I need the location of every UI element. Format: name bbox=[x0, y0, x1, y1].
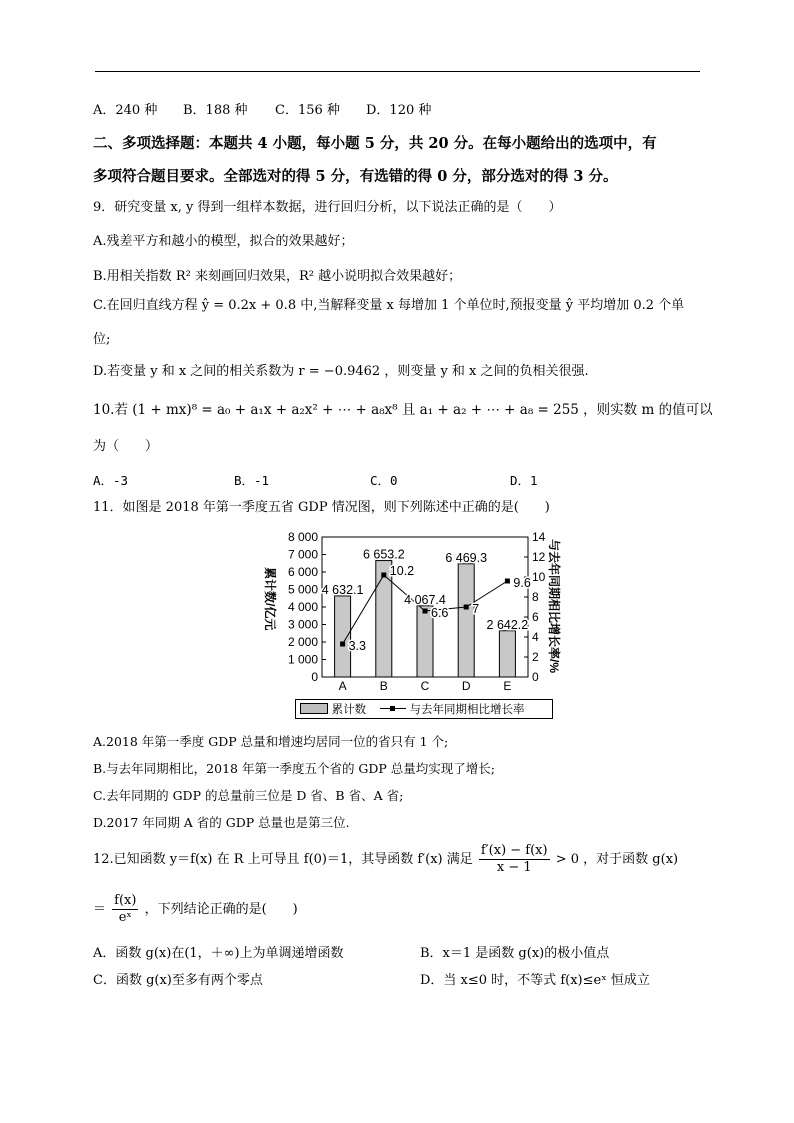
legend-line-label: 与去年同期相比增长率 bbox=[409, 702, 525, 716]
growth-value-label: 3.3 bbox=[348, 639, 366, 653]
y-tick-label: 4 000 bbox=[287, 600, 318, 614]
q10-option-d: D．1 bbox=[510, 473, 538, 488]
q12-stem-post: > 0 ，对于函数 g(x) bbox=[555, 852, 679, 867]
q10-option-a: A．-3 bbox=[93, 473, 129, 488]
gdp-chart bbox=[258, 525, 561, 697]
q11-option-c: C.去年同期的 GDP 的总量前三位是 D 省、B 省、A 省; bbox=[93, 788, 404, 803]
q9-option-d: D.若变量 y 和 x 之间的相关系数为 r = −0.9462 ，则变量 y 和 x 之间的负相关很强. bbox=[93, 364, 589, 379]
q9-option-c-line2: 位; bbox=[93, 332, 111, 347]
q12-fraction-denominator: x − 1 bbox=[496, 860, 532, 875]
q8-option-d: D．120 种 bbox=[366, 103, 432, 118]
y-tick-label: 1 000 bbox=[287, 652, 318, 667]
y-tick-label: 8 000 bbox=[287, 530, 318, 544]
q12-condition-fraction bbox=[479, 843, 550, 876]
x-tick-label: E bbox=[503, 679, 512, 693]
bar-A bbox=[335, 596, 351, 677]
legend-bar-swatch bbox=[300, 703, 328, 714]
q12-option-c: C．函数 g(x)至多有两个零点 bbox=[93, 973, 263, 988]
y2-tick-label: 8 bbox=[532, 590, 539, 604]
y2-tick-label: 2 bbox=[532, 650, 539, 664]
bar-D bbox=[458, 564, 474, 677]
bar-value-label: 6 469.3 bbox=[445, 550, 488, 565]
q12-fraction-numerator: f′(x) − f(x) bbox=[480, 843, 548, 858]
chart-legend bbox=[295, 699, 553, 719]
q9-option-a: A.残差平方和越小的模型，拟合的效果越好； bbox=[93, 234, 354, 249]
q10-option-b: B．-1 bbox=[234, 473, 270, 488]
legend-line-swatch bbox=[380, 704, 406, 713]
legend-bar-label: 累计数 bbox=[331, 702, 367, 716]
q12-g-numerator: f(x) bbox=[114, 893, 137, 908]
section2-heading-line2: 多项符合题目要求。全部选对的得 5 分，有选错的得 0 分，部分选对的得 3 分。 bbox=[93, 168, 618, 185]
q12-stem-line1 bbox=[93, 843, 678, 877]
growth-point bbox=[381, 573, 386, 578]
y2-tick-label: 0 bbox=[532, 670, 539, 684]
x-tick-label: D bbox=[461, 679, 471, 693]
q12-line2-pre: ＝ bbox=[93, 902, 107, 917]
y2-tick-label: 12 bbox=[532, 550, 546, 564]
q8-option-b: B．188 种 bbox=[183, 103, 248, 118]
q9-stem: 9．研究变量 x, y 得到一组样本数据，进行回归分析，以下说法正确的是（ ） bbox=[93, 200, 562, 215]
bar-value-label: 4 632.1 bbox=[321, 582, 364, 597]
y-tick-label: 3 000 bbox=[287, 617, 318, 632]
q10-stem-line2: 为（ ） bbox=[93, 439, 159, 454]
y-tick-label: 6 000 bbox=[287, 565, 318, 579]
growth-point bbox=[464, 605, 469, 610]
q12-stem-pre: 12.已知函数 y＝f(x) 在 R 上可导且 f(0)＝1，其导函数 f′(x) 满足 bbox=[93, 852, 473, 867]
q12-g-denominator: eˣ bbox=[118, 910, 132, 925]
y-tick-label: 2 000 bbox=[287, 635, 318, 649]
x-tick-label: C bbox=[420, 679, 430, 693]
q12-stem-line2 bbox=[93, 893, 298, 927]
y-tick-label: 7 000 bbox=[287, 547, 318, 562]
q8-option-a: A．240 种 bbox=[93, 103, 158, 118]
y2-tick-label: 6 bbox=[532, 610, 539, 624]
x-tick-label: B bbox=[379, 679, 388, 693]
q9-option-b: B.用相关指数 R² 来刻画回归效果，R² 越小说明拟合效果越好； bbox=[93, 269, 462, 284]
growth-point bbox=[505, 579, 510, 584]
y2-axis-title: 与去年同期相比增长率/% bbox=[547, 539, 561, 674]
q12-option-a: A．函数 g(x)在(1，＋∞)上为单调递增函数 bbox=[93, 946, 344, 961]
q11-option-d: D.2017 年同期 A 省的 GDP 总量也是第三位. bbox=[93, 815, 350, 830]
q12-line2-post: ，下列结论正确的是( ) bbox=[144, 902, 298, 917]
y-axis-title: 累计数/亿元 bbox=[263, 567, 277, 631]
bar-value-label: 6 653.2 bbox=[362, 547, 405, 562]
y-tick-label: 5 000 bbox=[287, 582, 318, 597]
bar-value-label: 2 642.2 bbox=[486, 617, 529, 632]
y2-tick-label: 4 bbox=[532, 630, 539, 644]
bar-B bbox=[376, 561, 392, 677]
growth-value-label: 9.6 bbox=[513, 576, 531, 590]
growth-value-label: 10.2 bbox=[389, 564, 415, 578]
q9-option-c-line1: C.在回归直线方程 ŷ = 0.2x + 0.8 中,当解释变量 x 每增加 1 个单位时,预报变量 ŷ 平均增加 0.2 个单 bbox=[93, 298, 685, 313]
bar-E bbox=[499, 631, 515, 677]
q12-option-b: B．x＝1 是函数 g(x)的极小值点 bbox=[420, 946, 610, 961]
chart-axes bbox=[263, 530, 562, 684]
q11-stem: 11．如图是 2018 年第一季度五省 GDP 情况图，则下列陈述中正确的是( ) bbox=[93, 500, 550, 515]
y2-tick-label: 14 bbox=[532, 530, 546, 544]
bar-value-label: 4 067.4 bbox=[404, 592, 446, 607]
growth-point bbox=[340, 642, 345, 647]
header-rule bbox=[95, 71, 700, 72]
growth-value-label: 7 bbox=[472, 602, 480, 616]
x-tick-label: A bbox=[338, 679, 347, 693]
y2-tick-label: 10 bbox=[532, 570, 546, 584]
growth-value-label: 6.6 bbox=[431, 606, 449, 620]
q8-option-c: C．156 种 bbox=[275, 103, 340, 118]
q10-stem-line1: 10.若 (1 + mx)⁸ = a₀ + a₁x + a₂x² + ⋯ + a₈x⁸ 且 a₁ + a₂ + ⋯ + a₈ = 255 ，则实数 m 的值可以 bbox=[93, 402, 713, 418]
q12-option-d: D．当 x≤0 时，不等式 f(x)≤eˣ 恒成立 bbox=[420, 973, 650, 988]
q10-option-c: C．0 bbox=[370, 473, 398, 488]
q11-option-b: B.与去年同期相比，2018 年第一季度五个省的 GDP 总量均实现了增长; bbox=[93, 761, 496, 776]
growth-point bbox=[423, 609, 428, 614]
q12-g-fraction bbox=[112, 893, 138, 926]
q11-option-a: A.2018 年第一季度 GDP 总量和增速均居同一位的省只有 1 个; bbox=[93, 734, 449, 749]
y-tick-label: 0 bbox=[311, 670, 318, 684]
section2-heading-line1: 二、多项选择题：本题共 4 小题，每小题 5 分，共 20 分。在每小题给出的选项中，有 bbox=[93, 135, 657, 152]
